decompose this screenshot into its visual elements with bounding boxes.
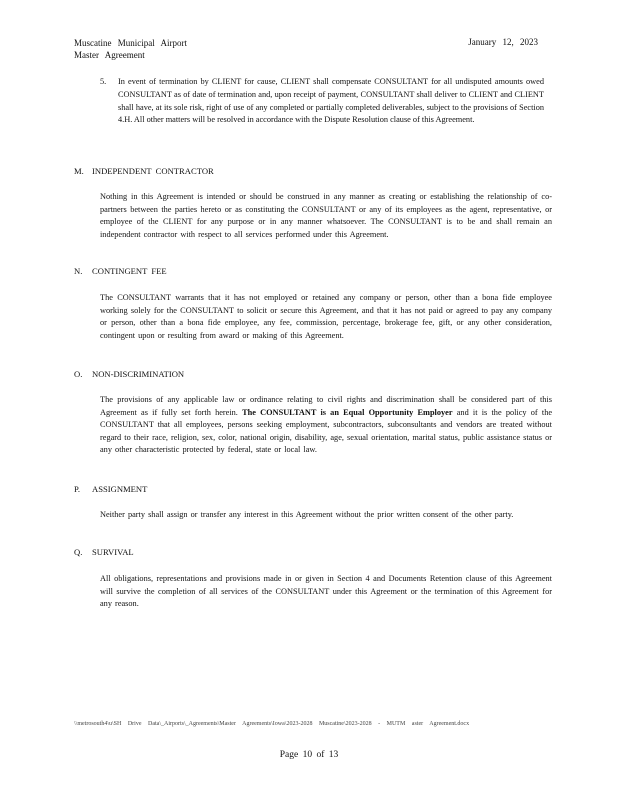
header-airport-name: Muscatine Municipal Airport — [74, 38, 187, 48]
header-agreement-name: Master Agreement — [74, 50, 145, 60]
header-title — [74, 37, 187, 61]
section-letter: O. — [74, 369, 83, 379]
section-title: ASSIGNMENT — [92, 484, 148, 494]
section-n-heading — [74, 266, 167, 276]
section-title: CONTINGENT FEE — [92, 266, 167, 276]
section-p-body: Neither party shall assign or transfer any interest in this Agreement without the prior written consent of the other party. — [100, 510, 514, 519]
section-m-heading — [74, 166, 214, 176]
section-o-heading — [74, 369, 184, 379]
section-title: INDEPENDENT CONTRACTOR — [92, 166, 214, 176]
section-letter: N. — [74, 266, 83, 276]
section-q-heading — [74, 547, 134, 557]
section-letter: M. — [74, 166, 84, 176]
section-q-body: All obligations, representations and provisions made in or given in Section 4 and Documents Retention clause of this Agreement will survive the completion of all services of the CONSULTANT under this Agreement or the termination of this Agreement for any reason. — [100, 574, 552, 609]
item-text: In event of termination by CLIENT for cause, CLIENT shall compensate CONSULTANT for all undisputed amounts owed CONSULTANT as of date of termination and, upon receipt of payment, CONSULTANT shall deliver to CLIENT and CLIENT shall have, at its sole risk, right of use of any completed or partially completed deliverables, subject to the provisions of Section 4.H. All other matters will be resolved in accordance with the Dispute Resolution clause of this Agreement. — [118, 77, 544, 125]
item-number: 5. — [100, 77, 107, 86]
termination-item-5 — [100, 76, 544, 127]
section-o-body-part2: and it is the policy of the CONSULTANT that all employees, persons seeking employment, subcontractors, subconsultants and vendors are treated without regard to their race, religion, sex, color, national origin, disability, age, sexual orientation, marital status, public assistance status or any other characteristic protected by federal, state or local law. — [100, 407, 553, 455]
section-letter: P. — [74, 484, 80, 494]
page-number: Page 10 of 13 — [279, 750, 339, 760]
footer-file-path: \\metrosouth4\u\SH Drive Data\_Airports\_Agreements\Master Agreements\Iowa\2023-2028 Muscatine\2023-2028 - MUTM aster Agreement.docx — [74, 721, 470, 727]
section-o-body — [100, 394, 552, 457]
section-title: SURVIVAL — [92, 547, 134, 557]
section-title: NON-DISCRIMINATION — [92, 369, 185, 379]
section-n-body: The CONSULTANT warrants that it has not employed or retained any company or person, other than a bona fide employee working solely for the CONSULTANT to solicit or secure this Agreement, and that it has not paid or agreed to pay any company or person, other than a bona fide employee, any fee, commission, percentage, brokerage fee, gift, or any other consideration, contingent upon or resulting from award or making of this Agreement. — [100, 293, 552, 340]
section-o-body-part1: The provisions of any applicable law or ordinance relating to civil rights and discrimination shall be considered part of this Agreement as if fully set forth herein. — [100, 395, 552, 417]
equal-opportunity-statement: The CONSULTANT is an Equal Opportunity Employer — [242, 407, 453, 417]
header-date: January 12, 2023 — [468, 37, 538, 47]
section-p-heading — [74, 484, 147, 494]
section-m-body: Nothing in this Agreement is intended or should be construed in any manner as creating or establishing the relationship of co-partners between the parties hereto or as constituting the CONSULTANT or any of its employees as the agent, representative, or employee of the CLIENT for any purpose or in any manner whatsoever. The CONSULTANT is to be and shall remain an independent contractor with respect to all services performed under this Agreement. — [100, 192, 552, 239]
section-letter: Q. — [74, 547, 83, 557]
